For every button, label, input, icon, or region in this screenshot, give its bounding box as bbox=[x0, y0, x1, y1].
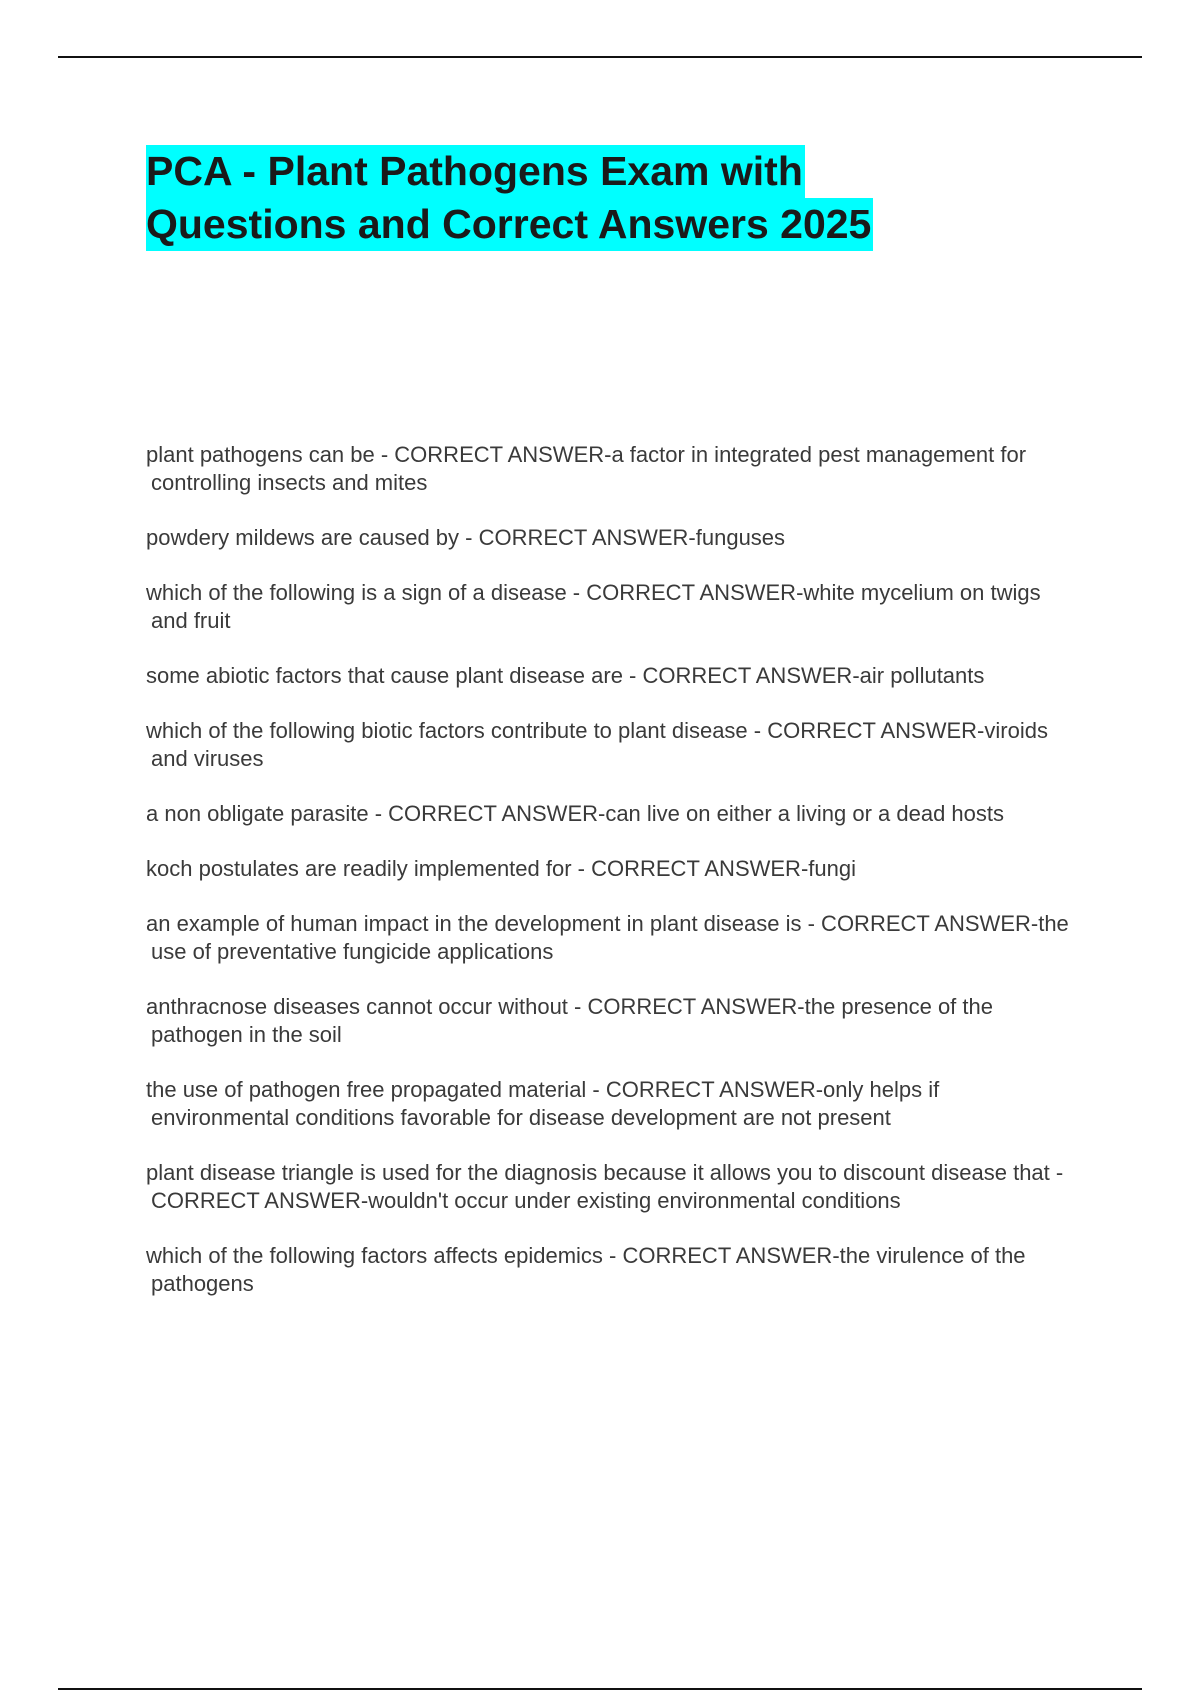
qa-list bbox=[146, 441, 1076, 1325]
qa-item: powdery mildews are caused by - CORRECT ANSWER-funguses bbox=[146, 525, 786, 550]
footer-rule bbox=[58, 1688, 1142, 1690]
qa-item: some abiotic factors that cause plant disease are - CORRECT ANSWER-air pollutants bbox=[146, 663, 985, 688]
qa-item: a non obligate parasite - CORRECT ANSWER-can live on either a living or a dead hosts bbox=[146, 801, 1005, 826]
qa-item: an example of human impact in the development in plant disease is - CORRECT ANSWER-the use of preventative fungicide applications bbox=[146, 911, 1069, 964]
qa-item: which of the following biotic factors contribute to plant disease - CORRECT ANSWER-viroids and viruses bbox=[146, 718, 1048, 771]
qa-item: which of the following factors affects epidemics - CORRECT ANSWER-the virulence of the pathogens bbox=[146, 1243, 1026, 1296]
title-line-1: PCA - Plant Pathogens Exam with bbox=[146, 145, 805, 198]
qa-item: the use of pathogen free propagated material - CORRECT ANSWER-only helps if environmental conditions favorable for disease development are not present bbox=[146, 1077, 940, 1130]
qa-item: anthracnose diseases cannot occur without - CORRECT ANSWER-the presence of the pathogen in the soil bbox=[146, 994, 993, 1047]
qa-item: which of the following is a sign of a disease - CORRECT ANSWER-white mycelium on twigs and fruit bbox=[146, 580, 1041, 633]
qa-item: koch postulates are readily implemented for - CORRECT ANSWER-fungi bbox=[146, 856, 856, 881]
header-rule bbox=[58, 56, 1142, 58]
document-title bbox=[146, 145, 1046, 251]
title-line-2: Questions and Correct Answers 2025 bbox=[146, 198, 873, 251]
qa-item: plant disease triangle is used for the diagnosis because it allows you to discount disease that - CORRECT ANSWER-wouldn't occur under existing environmental conditions bbox=[146, 1160, 1064, 1213]
qa-item: plant pathogens can be - CORRECT ANSWER-a factor in integrated pest management for controlling insects and mites bbox=[146, 442, 1027, 495]
